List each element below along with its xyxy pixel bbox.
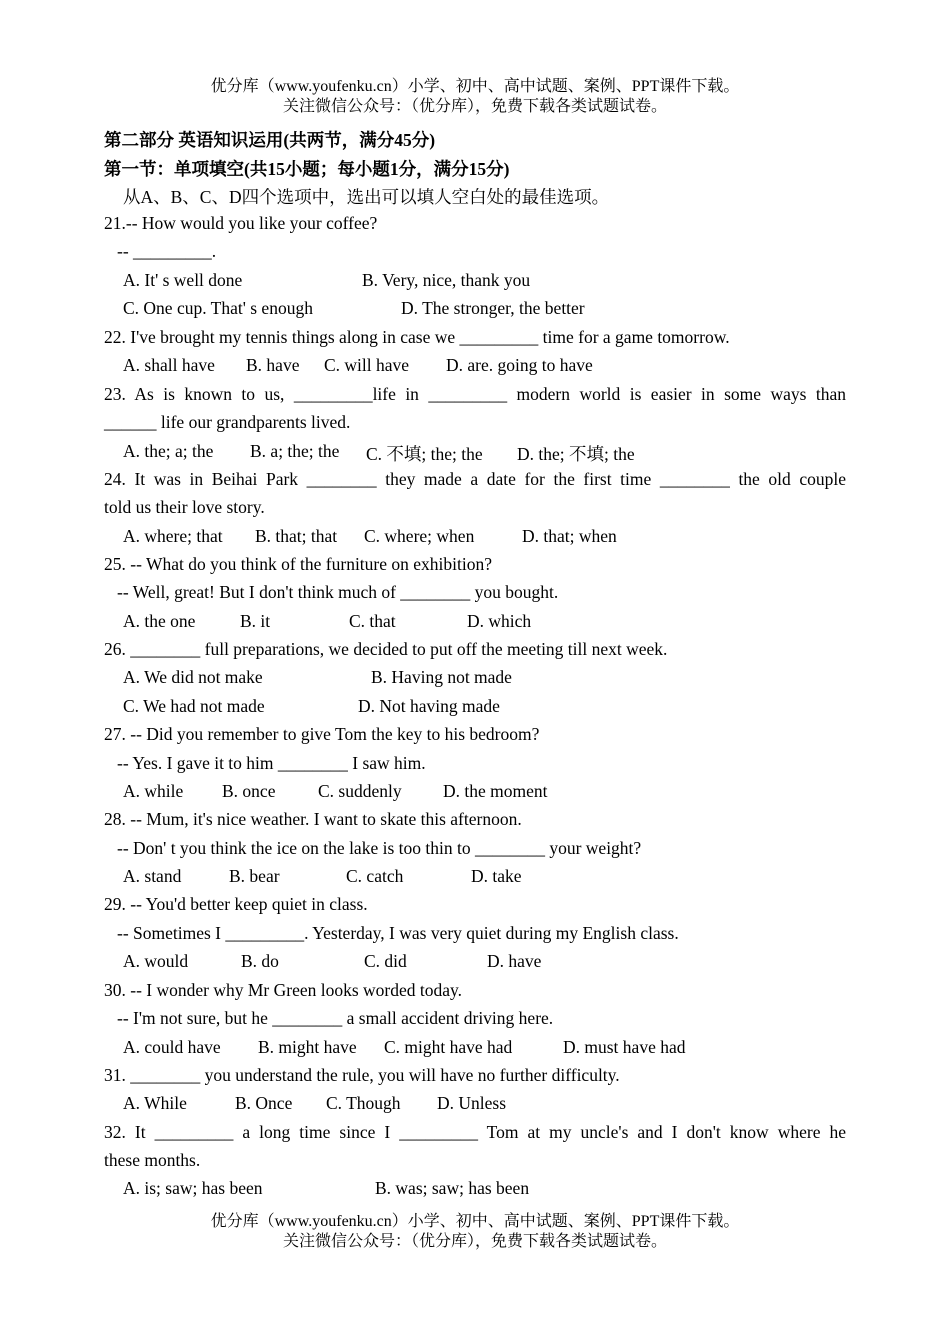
question-stem-cont: these months. <box>104 1150 201 1170</box>
option-d: D. are. going to have <box>446 355 593 375</box>
option-c: C. Though <box>326 1093 401 1113</box>
option-a: A. where; that <box>123 526 223 546</box>
option-a: A. We did not make <box>123 667 263 687</box>
option-a: A. It' s well done <box>123 270 243 290</box>
option-b: B. once <box>222 781 276 801</box>
option-d: D. the moment <box>443 781 548 801</box>
option-b: B. that; that <box>255 526 338 546</box>
footer-line-2: 关注微信公众号：（优分库），免费下载各类试题试卷。 <box>282 1233 667 1250</box>
option-c: C. suddenly <box>318 781 402 801</box>
option-b: B. Once <box>235 1093 293 1113</box>
option-d: D. that; when <box>522 526 617 546</box>
question-stem-reply: -- Don' t you think the ice on the lake is too thin to ________ your weight? <box>117 838 642 858</box>
question-stem-reply: -- _________. <box>117 241 217 261</box>
option-d: D. the; 不填; the <box>517 444 635 464</box>
instruction: 从A、B、C、D四个选项中，选出可以填人空白处的最佳选项。 <box>123 187 610 207</box>
question-stem-reply: -- Yes. I gave it to him ________ I saw him. <box>117 753 426 773</box>
option-a: A. shall have <box>123 355 215 375</box>
question-stem: 24. It was in Beihai Park ________ they made a date for the first time ________ the old couple <box>104 469 846 489</box>
question-stem: 30. -- I wonder why Mr Green looks worded today. <box>104 980 463 1000</box>
option-d: D. must have had <box>563 1037 686 1057</box>
option-c: C. where; when <box>364 526 475 546</box>
question-stem-cont: ______ life our grandparents lived. <box>104 412 351 432</box>
option-c: C. 不填; the; the <box>366 444 483 464</box>
option-d: D. Not having made <box>358 696 500 716</box>
question-stem: 27. -- Did you remember to give Tom the key to his bedroom? <box>104 724 540 744</box>
option-b: B. Having not made <box>371 667 512 687</box>
question-stem: 29. -- You'd better keep quiet in class. <box>104 894 368 914</box>
sub-title: 第一节：单项填空(共15小题；每小题1分，满分15分) <box>104 159 510 179</box>
option-c: C. will have <box>324 355 410 375</box>
question-stem: 22. I've brought my tennis things along in case we _________ time for a game tomorrow. <box>104 327 730 347</box>
option-b: B. do <box>241 951 279 971</box>
footer-line-1: 优分库（www.youfenku.cn）小学、初中、高中试题、案例、PPT课件下载。 <box>210 1213 740 1230</box>
question-stem: 31. ________ you understand the rule, you will have no further difficulty. <box>104 1065 620 1085</box>
question-stem: 25. -- What do you think of the furniture on exhibition? <box>104 554 492 574</box>
option-a: A. while <box>123 781 184 801</box>
option-b: B. was; saw; has been <box>375 1178 530 1198</box>
question-stem-reply: -- I'm not sure, but he ________ a small accident driving here. <box>117 1008 554 1028</box>
option-c: C. that <box>349 611 396 631</box>
option-a: A. While <box>123 1093 187 1113</box>
question-stem: 32. It _________ a long time since I _________ Tom at my uncle's and I don't know where he <box>104 1122 846 1142</box>
question-stem-reply: -- Well, great! But I don't think much of ________ you bought. <box>117 582 559 602</box>
option-b: B. a; the; the <box>250 441 340 461</box>
option-b: B. Very, nice, thank you <box>362 270 531 290</box>
header-line-1: 优分库（www.youfenku.cn）小学、初中、高中试题、案例、PPT课件下载。 <box>210 78 740 95</box>
option-c: C. did <box>364 951 407 971</box>
header-line-2: 关注微信公众号：（优分库），免费下载各类试题试卷。 <box>282 98 667 115</box>
question-stem-cont: told us their love story. <box>104 497 265 517</box>
option-d: D. Unless <box>437 1093 507 1113</box>
option-d: D. have <box>487 951 542 971</box>
option-d: D. which <box>467 611 532 631</box>
option-a: A. would <box>123 951 189 971</box>
question-stem: 26. ________ full preparations, we decided to put off the meeting till next week. <box>104 639 668 659</box>
option-a: A. the; a; the <box>123 441 214 461</box>
option-c: C. might have had <box>384 1037 513 1057</box>
option-d: D. take <box>471 866 522 886</box>
option-c: C. catch <box>346 866 404 886</box>
option-c: C. We had not made <box>123 696 265 716</box>
option-d: D. The stronger, the better <box>401 298 585 318</box>
option-c: C. One cup. That' s enough <box>123 298 313 318</box>
option-a: A. stand <box>123 866 182 886</box>
option-b: B. might have <box>258 1037 357 1057</box>
option-a: A. is; saw; has been <box>123 1178 263 1198</box>
option-b: B. have <box>246 355 300 375</box>
question-stem-reply: -- Sometimes I _________. Yesterday, I was very quiet during my English class. <box>117 923 679 943</box>
question-stem: 21.-- How would you like your coffee? <box>104 213 378 233</box>
part-title: 第二部分 英语知识运用(共两节，满分45分) <box>104 130 436 150</box>
question-stem: 23. As is known to us, _________life in _________ modern world is easier in some ways than <box>104 384 846 404</box>
option-a: A. the one <box>123 611 196 631</box>
option-b: B. it <box>240 611 271 631</box>
option-b: B. bear <box>229 866 280 886</box>
question-stem: 28. -- Mum, it's nice weather. I want to skate this afternoon. <box>104 809 522 829</box>
option-a: A. could have <box>123 1037 221 1057</box>
